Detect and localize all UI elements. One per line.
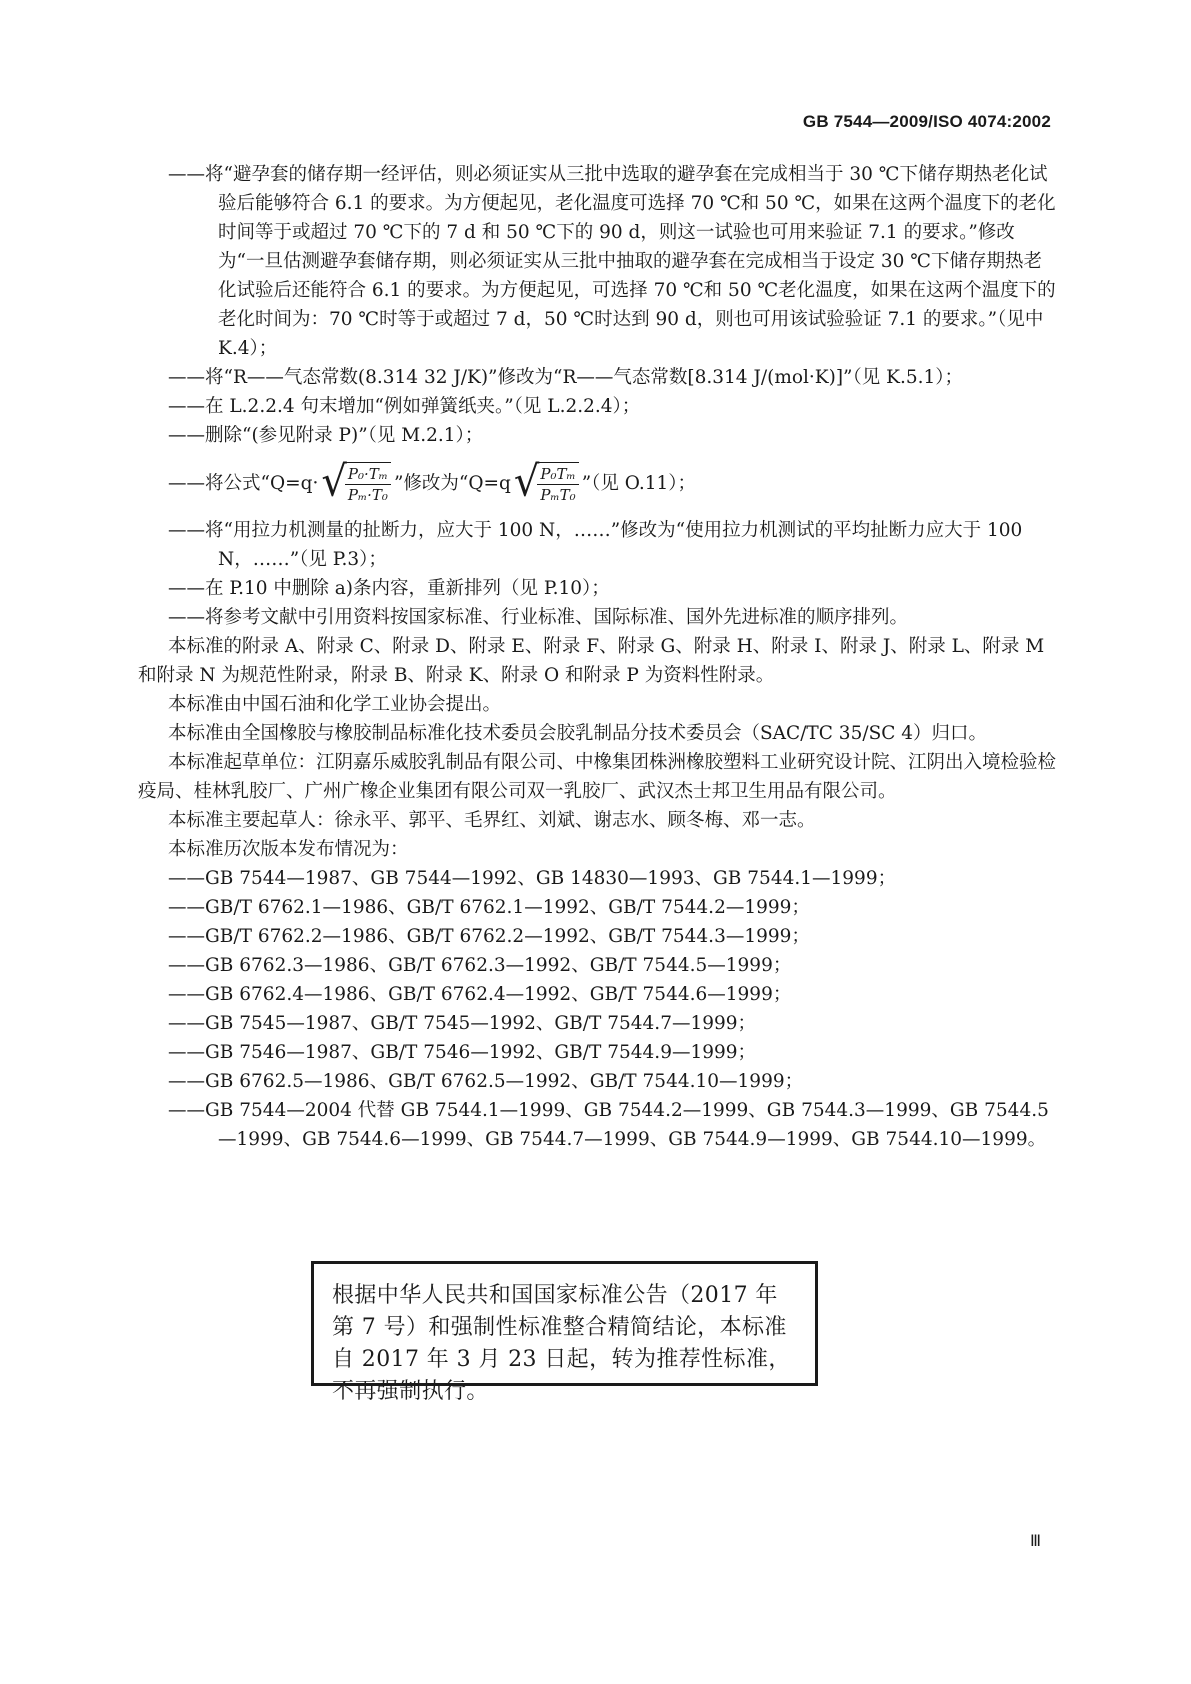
mandatory-status-notice: 根据中华人民共和国国家标准公告（2017 年第 7 号）和强制性标准整合精简结论，本标准自 2017 年 3 月 23 日起，转为推荐性标准，不再强制执行。 [311,1261,818,1386]
paragraph-annexes: 本标准的附录 A、附录 C、附录 D、附录 E、附录 F、附录 G、附录 H、附录 I、附录 J、附录 L、附录 M 和附录 N 为规范性附录，附录 B、附录 K、附录 O 和附录 P 为资料性附录。 [138,636,1045,686]
change-item-l224: ——在 L.2.2.4 句末增加“例如弹簧纸夹。”（见 L.2.2.4）； [168,396,641,417]
paragraph-drafters: 本标准主要起草人：徐永平、郭平、毛界红、刘斌、谢志水、顾冬梅、邓一志。 [168,810,816,831]
history-item: ——GB 7544—2004 代替 GB 7544.1—1999、GB 7544.2—1999、GB 7544.3—1999、GB 7544.5—1999、GB 7544.6—1999、GB 7544.7—1999、GB 7544.9—1999、GB 7544.10—1999。 [168,1100,1049,1150]
change-item-formula [138,458,1058,508]
history-item: ——GB 7544—1987、GB 7544—1992、GB 14830—1993、GB 7544.1—1999； [168,868,897,889]
history-item: ——GB 7545—1987、GB/T 7545—1992、GB/T 7544.7—1999； [168,1013,757,1034]
change-item-tensile: ——将“用拉力机测量的扯断力，应大于 100 N，……”修改为“使用拉力机测试的平均扯断力应大于 100 N，……”（见 P.3）； [168,520,1023,570]
old-formula-sqrt: √ $\frac{\text{P₀·Tₘ}}{\text{Pₘ·T₀}}$ [321,462,391,505]
paragraph-drafting-units: 本标准起草单位：江阴嘉乐威胶乳制品有限公司、中橡集团株洲橡胶塑料工业研究设计院、江阴出入境检验检疫局、桂林乳胶厂、广州广橡企业集团有限公司双一乳胶厂、武汉杰士邦卫生用品有限公司。 [138,752,1057,802]
formula-suffix: ”（见 O.11）； [581,472,697,494]
change-item-gas-constant: ——将“R——气态常数(8.314 32 J/K)”修改为“R——气态常数[8.314 J/(mol·K)]”（见 K.5.1）； [168,367,964,388]
formula-prefix: ——将公式“Q=q· [168,472,319,494]
history-item: ——GB 6762.4—1986、GB/T 6762.4—1992、GB/T 7544.6—1999； [168,984,792,1005]
new-formula-denominator: PₘT₀ [540,485,576,504]
change-item-p10: ——在 P.10 中删除 a)条内容，重新排列（见 P.10）； [168,578,610,599]
history-item: ——GB 7546—1987、GB/T 7546—1992、GB/T 7544.9—1999； [168,1042,757,1063]
new-formula-numerator: P₀Tₘ [537,464,578,485]
old-formula-numerator: P₀·Tₘ [345,464,391,485]
standard-number-header: GB 7544—2009/ISO 4074:2002 [802,112,1051,131]
change-item-m21: ——删除“(参见附录 P)”（见 M.2.1）； [168,425,484,446]
change-item-references: ——将参考文献中引用资料按国家标准、行业标准、国际标准、国外先进标准的顺序排列。 [168,607,909,628]
history-item: ——GB 6762.5—1986、GB/T 6762.5—1992、GB/T 7544.10—1999； [168,1071,804,1092]
formula-middle: ”修改为“Q=q [393,472,511,494]
page-number: Ⅲ [1029,1533,1041,1550]
paragraph-proposer: 本标准由中国石油和化学工业协会提出。 [168,694,502,715]
paragraph-history-intro: 本标准历次版本发布情况为： [168,839,409,860]
document-body [138,160,1058,1154]
old-formula-denominator: Pₘ·T₀ [347,485,388,504]
history-item: ——GB/T 6762.2—1986、GB/T 6762.2—1992、GB/T 7544.3—1999； [168,926,810,947]
change-item-aging: ——将“避孕套的储存期一经评估，则必须证实从三批中选取的避孕套在完成相当于 30 ℃下储存期热老化试验后能够符合 6.1 的要求。为方便起见，老化温度可选择 70 ℃和 50 ℃，如果在这两个温度下的老化时间等于或超过 70 ℃下的 7 d 和 50 ℃下的 90 d，则这一试验也可用来验证 7.1 的要求。”修改为“一旦估测避孕套储存期，则必须证实从三批中抽取的避孕套在完成相当于设定 30 ℃下储存期热老化试验后还能符合 6.1 的要求。为方便起见，可选择 70 ℃和 50 ℃老化温度，如果在这两个温度下的老化时间为：70 ℃时等于或超过 7 d，50 ℃时达到 90 d，则也可用该试验验证 7.1 的要求。”（见中 K.4）； [168,164,1056,359]
history-item: ——GB 6762.3—1986、GB/T 6762.3—1992、GB/T 7544.5—1999； [168,955,792,976]
history-item: ——GB/T 6762.1—1986、GB/T 6762.1—1992、GB/T 7544.2—1999； [168,897,810,918]
paragraph-committee: 本标准由全国橡胶与橡胶制品标准化技术委员会胶乳制品分技术委员会（SAC/TC 35/SC 4）归口。 [168,723,988,744]
new-formula-sqrt: √ $\frac{\text{P₀Tₘ}}{\text{PₘT₀}}$ [514,462,579,505]
